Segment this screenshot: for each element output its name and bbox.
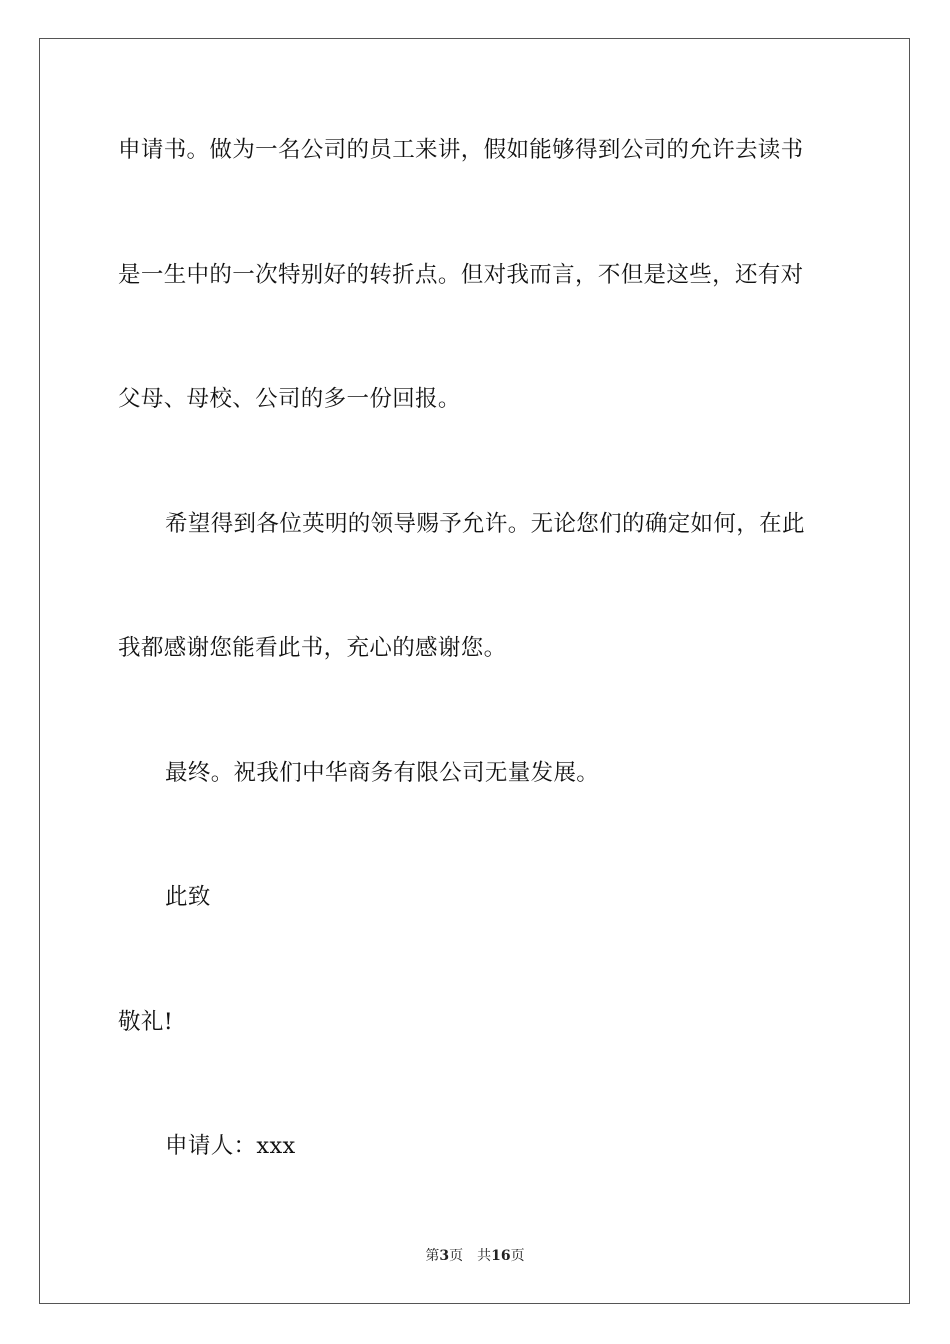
body-line-1: 申请书。做为一名公司的员工来讲，假如能够得到公司的允许去读书 bbox=[118, 137, 804, 163]
salutation-jingli: 敬礼! bbox=[118, 1009, 174, 1035]
body-line-4: 希望得到各位英明的领导赐予允许。无论您们的确定如何，在此 bbox=[165, 511, 805, 537]
page-border bbox=[39, 38, 910, 1304]
salutation-cizhi: 此致 bbox=[165, 884, 211, 910]
footer-page-number: 3 bbox=[439, 1248, 450, 1264]
footer-total-prefix: 共 bbox=[477, 1248, 492, 1264]
body-line-3: 父母、母校、公司的多一份回报。 bbox=[118, 386, 461, 412]
footer-page-suffix: 页 bbox=[449, 1248, 464, 1264]
body-line-5: 我都感谢您能看此书，充心的感谢您。 bbox=[118, 635, 507, 661]
closing-wish: 最终。祝我们中华商务有限公司无量发展。 bbox=[165, 760, 600, 786]
footer-total-suffix: 页 bbox=[510, 1248, 525, 1264]
body-line-2: 是一生中的一次特别好的转折点。但对我而言，不但是这些，还有对 bbox=[118, 262, 804, 288]
footer-page-prefix: 第 bbox=[425, 1248, 440, 1264]
footer-total-pages: 16 bbox=[491, 1248, 511, 1264]
applicant-signature: 申请人：xxx bbox=[165, 1133, 296, 1159]
page-footer bbox=[0, 1247, 950, 1265]
